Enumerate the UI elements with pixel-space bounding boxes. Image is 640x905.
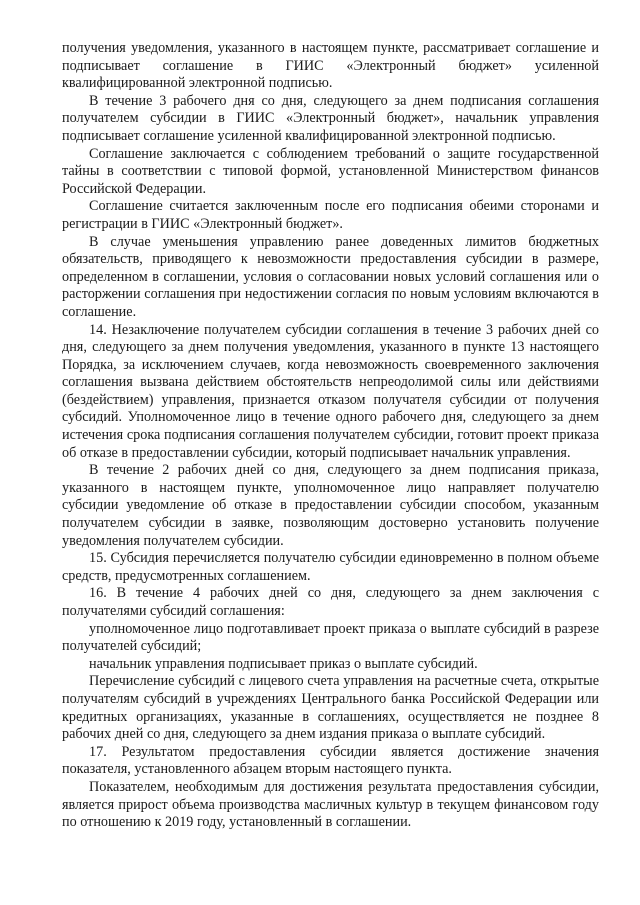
paragraph-indicator: Показателем, необходимым для достижения результата предоставления субсидии, является прирост объема производства масличных культур в текущем финансовом году по отношению к 2019 году, установленный в соглашении. — [62, 778, 599, 831]
paragraph-draft-order: уполномоченное лицо подготавливает проект приказа о выплате субсидий в разрезе получателей субсидий; — [62, 620, 599, 655]
paragraph-item-16: 16. В течение 4 рабочих дней со дня, следующего за днем заключения с получателями субсидий соглашения: — [62, 585, 599, 619]
paragraph-item-17: 17. Результатом предоставления субсидии является достижение значения показателя, установленного абзацем вторым настоящего пункта. — [62, 743, 599, 778]
paragraph-transfer: Перечисление субсидий с лицевого счета управления на расчетные счета, открытые получателям субсидий в учреждениях Центрального банка Российской Федерации или кредитных организациях, указанные в соглашениях, осуществляется не позднее 8 рабочих дней со дня, следующего за днем издания приказа о выплате субсидий. — [62, 673, 599, 743]
paragraph-signing-by-recipient: получения уведомления, указанного в настоящем пункте, рассматривает соглашение и подписывает соглашение в ГИИС «Электронный бюджет» усиленной квалифицированной электронной подписью. — [62, 40, 599, 92]
paragraph-head-signs-order: начальник управления подписывает приказ о выплате субсидий. — [89, 655, 478, 672]
paragraph-limits-reduction: В случае уменьшения управлению ранее доведенных лимитов бюджетных обязательств, приводящего к невозможности предоставления субсидии в размере, определенном в соглашении, условия о согласовании новых условий соглашения или о расторжении соглашения при недостижении согласия по новым условиям включаются в соглашение. — [62, 233, 599, 320]
paragraph-item-14: 14. Незаключение получателем субсидии соглашения в течение 3 рабочих дней со дня, следующего за днем получения уведомления, указанного в пункте 13 настоящего Порядка, за исключением случаев, когда невозможность своевременного заключения соглашения вызвана действием обстоятельств непреодолимой силы или действиями (бездействием) управления, признается отказом получателя субсидии от получения субсидий. Уполномоченное лицо в течение одного рабочего дня, следующего за днем истечения срока подписания соглашения получателем субсидии, готовит проект приказа об отказе в предоставлении субсидии, который подписывает начальник управления. — [62, 321, 599, 461]
paragraph-agreement-concluded: Соглашение считается заключенным после его подписания обеими сторонами и регистрации в ГИИС «Электронный бюджет». — [62, 198, 599, 232]
paragraph-refusal-notice: В течение 2 рабочих дней со дня, следующего за днем подписания приказа, указанного в настоящем пункте, уполномоченное лицо направляет получателю субсидии уведомление об отказе в предоставлении субсидии способом, указанным получателем субсидии в заявке, позволяющим достоверно установить получение уведомления получателем субсидии. — [62, 462, 599, 549]
paragraph-signing-by-head: В течение 3 рабочего дня со дня, следующего за днем подписания соглашения получателем субсидии в ГИИС «Электронный бюджет», начальник управления подписывает соглашение усиленной квалифицированной электронной подписью. — [62, 92, 599, 144]
paragraph-item-15: 15. Субсидия перечисляется получателю субсидии единовременно в полном объеме средств, предусмотренных соглашением. — [62, 550, 599, 584]
paragraph-state-secret: Соглашение заключается с соблюдением требований о защите государственной тайны в соответствии с типовой формой, установленной Министерством финансов Российской Федерации. — [62, 145, 599, 197]
